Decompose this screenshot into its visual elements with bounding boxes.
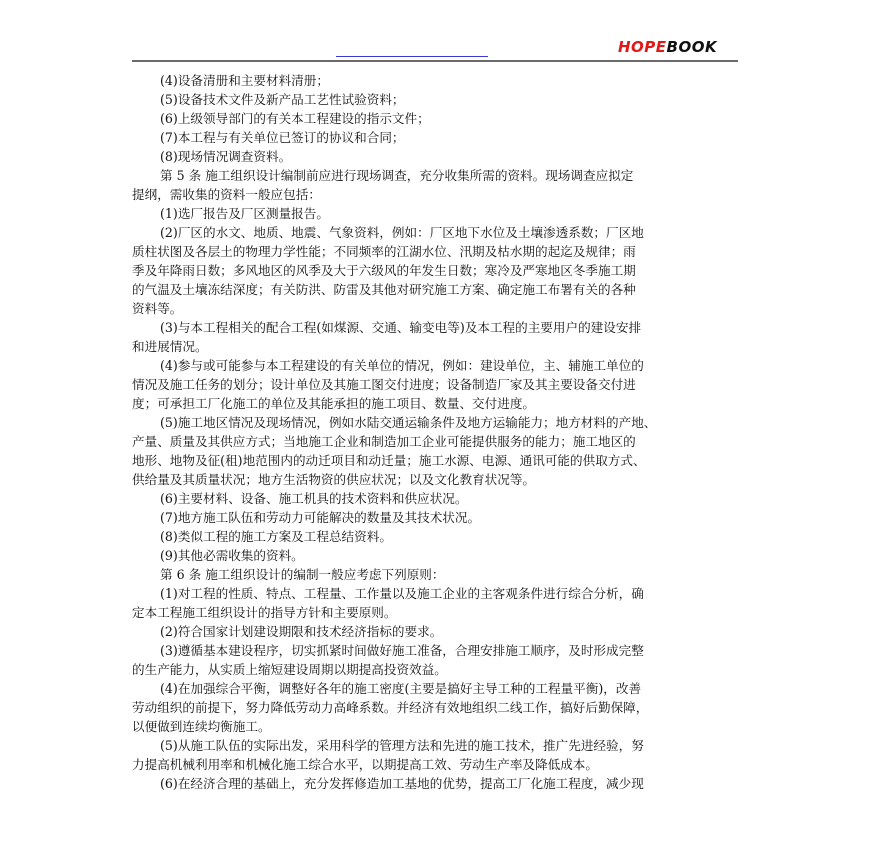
body-line: (2)厂区的水文、地质、地震、气象资料，例如：厂区地下水位及土壤渗透系数；厂区地 <box>160 225 644 240</box>
body-line: (4)设备清册和主要材料清册； <box>160 73 329 88</box>
body-line: 度；可承担工厂化施工的单位及其能承担的施工项目、数量、交付进度。 <box>132 396 535 411</box>
body-line: 的生产能力，从实质上缩短建设周期以期提高投资效益。 <box>132 662 447 677</box>
body-line: 情况及施工任务的划分；设计单位及其施工图交付进度；设备制造厂家及其主要设备交付进 <box>132 377 636 392</box>
body-line: 第 5 条 施工组织设计编制前应进行现场调查，充分收集所需的资料。现场调查应拟定 <box>160 168 634 183</box>
body-line: (1)选厂报告及厂区测量报告。 <box>160 206 329 221</box>
body-line: (7)本工程与有关单位已签订的协议和合同； <box>160 130 405 145</box>
body-line: 地形、地物及征(租)地范围内的动迁项目和动迁量；施工水源、电源、通讯可能的供取方式、 <box>132 453 646 468</box>
body-line: (4)在加强综合平衡，调整好各年的施工密度(主要是搞好主导工种的工程量平衡)，改善 <box>160 681 642 696</box>
body-line: 产量、质量及其供应方式；当地施工企业和制造加工企业可能提供服务的能力；施工地区的 <box>132 434 636 449</box>
header-link-underline <box>336 56 488 57</box>
body-line: 定本工程施工组织设计的指导方针和主要原则。 <box>132 605 397 620</box>
body-line: 供给量及其质量状况；地方生活物资的供应状况；以及文化教育状况等。 <box>132 472 535 487</box>
body-line: (6)在经济合理的基础上，充分发挥修造加工基地的优势，提高工厂化施工程度，减少现 <box>160 776 644 791</box>
body-line: 第 6 条 施工组织设计的编制一般应考虑下列原则： <box>160 567 445 582</box>
body-line: (5)施工地区情况及现场情况，例如水陆交通运输条件及地方运输能力；地方材料的产地、 <box>160 415 657 430</box>
body-line: 力提高机械利用率和机械化施工综合水平，以期提高工效、劳动生产率及降低成本。 <box>132 757 598 772</box>
body-line: 的气温及土壤冻结深度；有关防洪、防雷及其他对研究施工方案、确定施工布署有关的各种 <box>132 282 636 297</box>
body-line: (1)对工程的性质、特点、工程量、工作量以及施工企业的主客观条件进行综合分析，确 <box>160 586 644 601</box>
body-line: (9)其他必需收集的资料。 <box>160 548 304 563</box>
hopebook-logo <box>618 38 717 56</box>
body-line: (4)参与或可能参与本工程建设的有关单位的情况，例如：建设单位，主、辅施工单位的 <box>160 358 644 373</box>
logo-book: BOOK <box>666 38 718 56</box>
body-line: (5)设备技术文件及新产品工艺性试验资料； <box>160 92 405 107</box>
body-line: (3)遵循基本建设程序，切实抓紧时间做好施工准备，合理安排施工顺序，及时形成完整 <box>160 643 644 658</box>
body-line: (5)从施工队伍的实际出发，采用科学的管理方法和先进的施工技术，推广先进经验，努 <box>160 738 644 753</box>
body-line: 质柱状图及各层土的物理力学性能；不同频率的江湖水位、汛期及枯水期的起迄及规律；雨 <box>132 244 636 259</box>
body-line: (2)符合国家计划建设期限和技术经济指标的要求。 <box>160 624 443 639</box>
body-line: (6)上级领导部门的有关本工程建设的指示文件； <box>160 111 430 126</box>
body-line: (3)与本工程相关的配合工程(如煤源、交通、输变电等)及本工程的主要用户的建设安排 <box>160 320 642 335</box>
header-rule <box>132 60 738 62</box>
body-line: (6)主要材料、设备、施工机具的技术资料和供应状况。 <box>160 491 468 506</box>
body-line: (8)现场情况调查资料。 <box>160 149 292 164</box>
logo-hope: HOPE <box>618 38 667 56</box>
body-line: 资料等。 <box>132 301 183 316</box>
body-line: 劳动组织的前提下，努力降低劳动力高峰系数。并经济有效地组织二线工作，搞好后勤保障， <box>132 700 649 715</box>
body-line: 季及年降雨日数；多风地区的风季及大于六级风的年发生日数；寒冷及严寒地区冬季施工期 <box>132 263 636 278</box>
body-line: 以便做到连续均衡施工。 <box>132 719 271 734</box>
body-line: (7)地方施工队伍和劳动力可能解决的数量及其技术状况。 <box>160 510 481 525</box>
body-line: 提纲，需收集的资料一般应包括： <box>132 187 321 202</box>
body-line: (8)类似工程的施工方案及工程总结资料。 <box>160 529 392 544</box>
document-body <box>132 71 740 793</box>
body-line: 和进展情况。 <box>132 339 208 354</box>
